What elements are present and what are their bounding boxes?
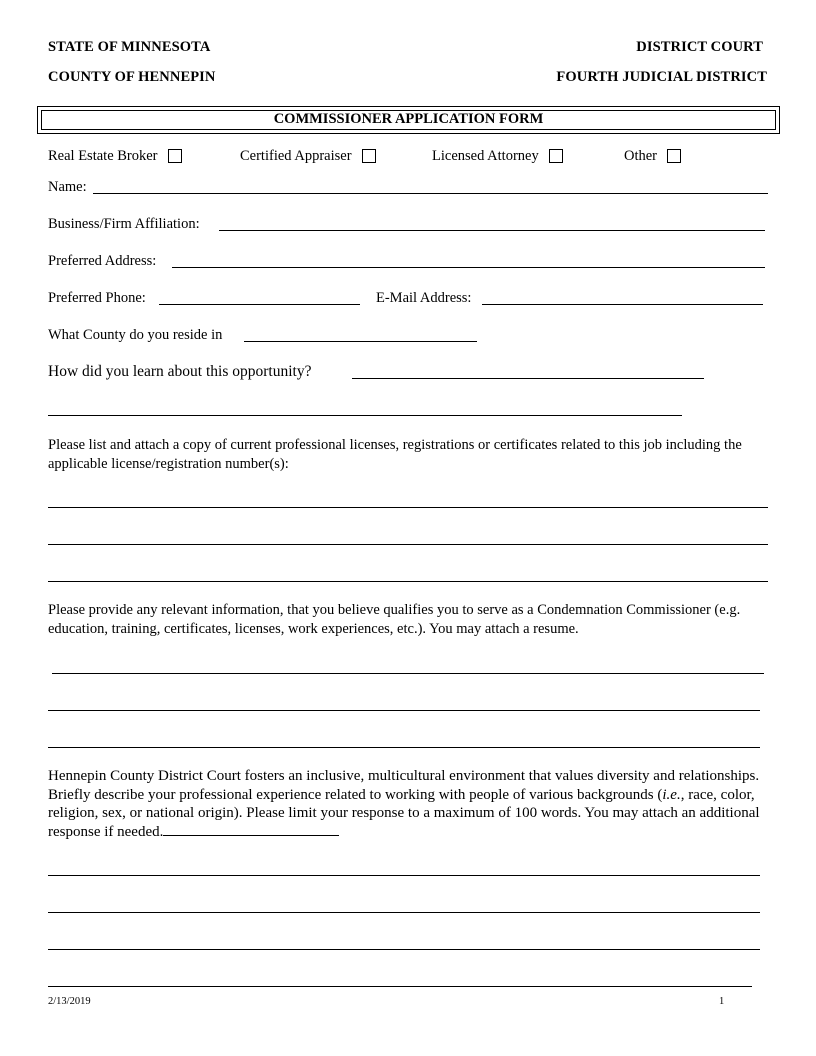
diversity-text-ie: i.e.	[662, 786, 681, 803]
checkbox-box[interactable]	[667, 149, 681, 163]
county-question-label: What County do you reside in	[48, 327, 223, 343]
district-label: FOURTH JUDICIAL DISTRICT	[556, 69, 767, 85]
checkbox-label: Certified Appraiser	[240, 148, 352, 164]
qualifications-answer-line[interactable]	[52, 659, 764, 674]
diversity-instructions	[48, 767, 768, 841]
diversity-text-part2: , race, color, religion, sex, or national origin). Please limit your response to a maximum of 100 words. You may attach an additional response if needed.	[48, 786, 760, 840]
learn-field[interactable]	[352, 364, 704, 379]
phone-field[interactable]	[159, 290, 360, 305]
licenses-instructions: Please list and attach a copy of current professional licenses, registrations or certificates related to this job including the applicable license/registration number(s):	[48, 437, 742, 472]
business-label: Business/Firm Affiliation:	[48, 216, 200, 232]
business-field[interactable]	[219, 216, 765, 231]
licenses-answer-line[interactable]	[48, 567, 768, 582]
diversity-answer-line[interactable]	[48, 898, 760, 913]
checkbox-box[interactable]	[362, 149, 376, 163]
county-field[interactable]	[244, 327, 477, 342]
county-label: COUNTY OF HENNEPIN	[48, 69, 216, 85]
diversity-answer-line[interactable]	[48, 861, 760, 876]
court-label: DISTRICT COURT	[636, 39, 763, 55]
checkbox-certified-appraiser[interactable]	[240, 148, 376, 165]
qualifications-instructions: Please provide any relevant information, that you believe qualifies you to serve as a Condemnation Commissioner (e.g. education, training, certificates, licenses, work experiences, etc.). You may attach a resume.	[48, 602, 741, 637]
address-label: Preferred Address:	[48, 253, 157, 269]
diversity-inline-field[interactable]	[163, 835, 339, 836]
checkbox-box[interactable]	[549, 149, 563, 163]
form-title: COMMISSIONER APPLICATION FORM	[41, 110, 776, 130]
form-title-box	[37, 106, 780, 134]
diversity-text-part1: Hennepin County District Court fosters an inclusive, multicultural environment that values diversity and relationships. Briefly describe your professional experience related to working with people of various backgrounds (	[48, 768, 760, 803]
email-label: E-Mail Address:	[376, 290, 472, 306]
email-field[interactable]	[482, 290, 763, 305]
qualifications-answer-line[interactable]	[48, 733, 760, 748]
name-label: Name:	[48, 179, 87, 195]
address-field[interactable]	[172, 253, 765, 268]
name-field[interactable]	[93, 179, 768, 194]
checkbox-other[interactable]	[624, 148, 681, 165]
phone-label: Preferred Phone:	[48, 290, 146, 306]
checkbox-label: Licensed Attorney	[432, 148, 539, 164]
checkbox-label: Other	[624, 148, 658, 164]
qualifications-answer-line[interactable]	[48, 696, 760, 711]
checkbox-licensed-attorney[interactable]	[432, 148, 563, 165]
state-label: STATE OF MINNESOTA	[48, 39, 211, 55]
licenses-answer-line[interactable]	[48, 493, 768, 508]
diversity-answer-line[interactable]	[48, 972, 752, 987]
checkbox-real-estate-broker[interactable]	[48, 148, 182, 165]
learn-label: How did you learn about this opportunity?	[48, 363, 312, 380]
learn-field-line-2[interactable]	[48, 401, 682, 416]
licenses-answer-line[interactable]	[48, 530, 768, 545]
checkbox-box[interactable]	[168, 149, 182, 163]
checkbox-label: Real Estate Broker	[48, 148, 158, 164]
page-number: 1	[719, 996, 725, 1007]
diversity-answer-line[interactable]	[48, 935, 760, 950]
footer-date: 2/13/2019	[48, 996, 91, 1007]
